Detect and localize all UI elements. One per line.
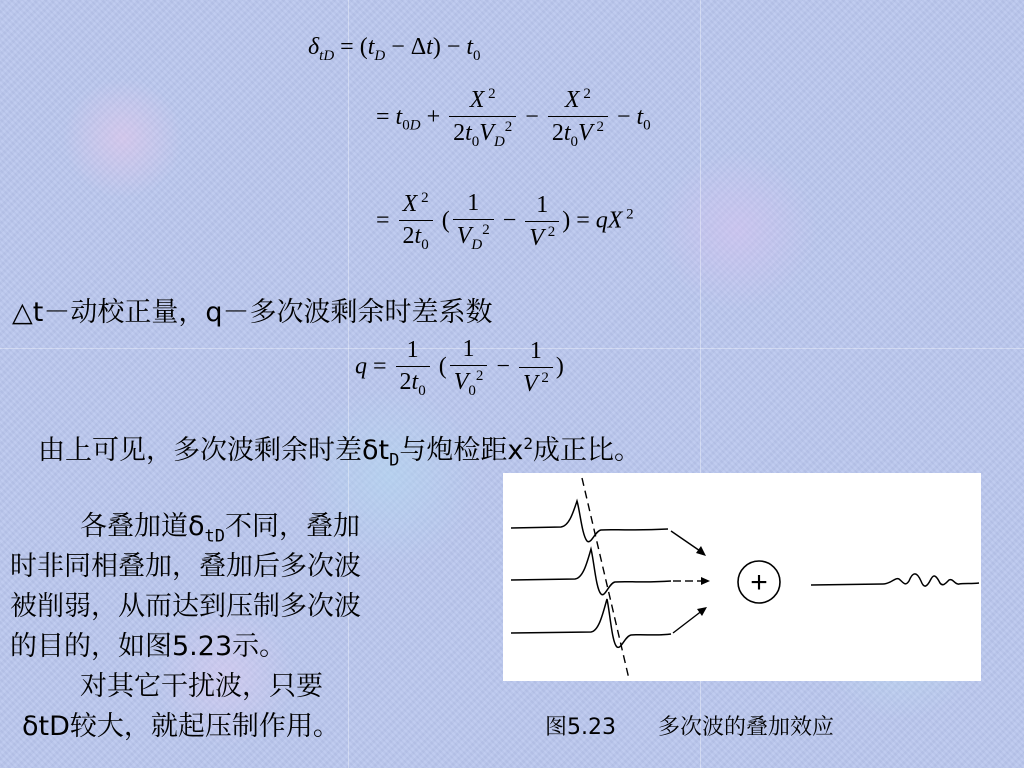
stacking-diagram [503, 473, 981, 681]
para-line-4: 的目的，如图5.23示。 [10, 631, 287, 662]
arrow-3-head [697, 607, 707, 616]
figure-caption-number: 图5.23 [545, 715, 616, 740]
trace-2 [511, 549, 671, 595]
para-line-1b: 不同，叠加 [225, 511, 361, 542]
bg-grid-line [348, 0, 349, 768]
conclusion-sub: D [389, 450, 400, 471]
figure-caption-text: 多次波的叠加效应 [658, 715, 835, 740]
para-line-3: 被削弱，从而达到压制多次波 [10, 591, 361, 622]
conclusion-text2: 与炮检距x [399, 435, 524, 466]
moveout-dashed-line [582, 478, 629, 679]
conclusion-sup: 2 [523, 434, 533, 453]
para-line-1-sub: tD [204, 526, 226, 547]
equation-line-1: $\delta_{tD} = (t_D - \Delta t) - t_0$ [308, 34, 481, 64]
arrow-3 [673, 610, 703, 633]
conclusion-text: 由上可见，多次波剩余时差δt [38, 435, 390, 466]
q-equation: q = $\frac{1}{2t_0}$ ( $\frac{1}{V_0^2}$ − $\frac{1}{V ^2}$ ) [355, 336, 564, 399]
figure-caption [545, 710, 834, 741]
conclusion-line [38, 428, 641, 470]
definition-line: △t－动校正量，q－多次波剩余时差系数 [12, 297, 493, 328]
para-line-5: 对其它干扰波，只要 [80, 671, 323, 702]
trace-3 [511, 599, 671, 647]
plus-symbol: + [750, 566, 768, 599]
arrow-1 [671, 531, 703, 553]
equation-line-3: = $\frac{X ^2}{2t_0}$ ( $\frac{1}{V_D^2}$ − $\frac{1}{V ^2}$ ) = qX $^2$ [376, 190, 634, 253]
conclusion-text3: 成正比。 [532, 435, 641, 466]
arrow-2-head [701, 577, 710, 585]
stacking-figure [503, 473, 981, 681]
para-line-1 [80, 504, 360, 546]
stacked-output-trace [811, 574, 979, 586]
equation-line-2: = $t_{0D}$ + $\frac{X ^2}{2t_0V_D^2}$ − $\frac{X ^2}{2t_0V ^2}$ − $t_0$ [376, 86, 651, 150]
para-line-6: δtD较大，就起压制作用。 [22, 711, 340, 742]
para-line-2: 时非同相叠加，叠加后多次波 [10, 551, 361, 582]
arrow-1-head [696, 546, 706, 556]
para-line-1a: 各叠加道δ [80, 511, 205, 542]
